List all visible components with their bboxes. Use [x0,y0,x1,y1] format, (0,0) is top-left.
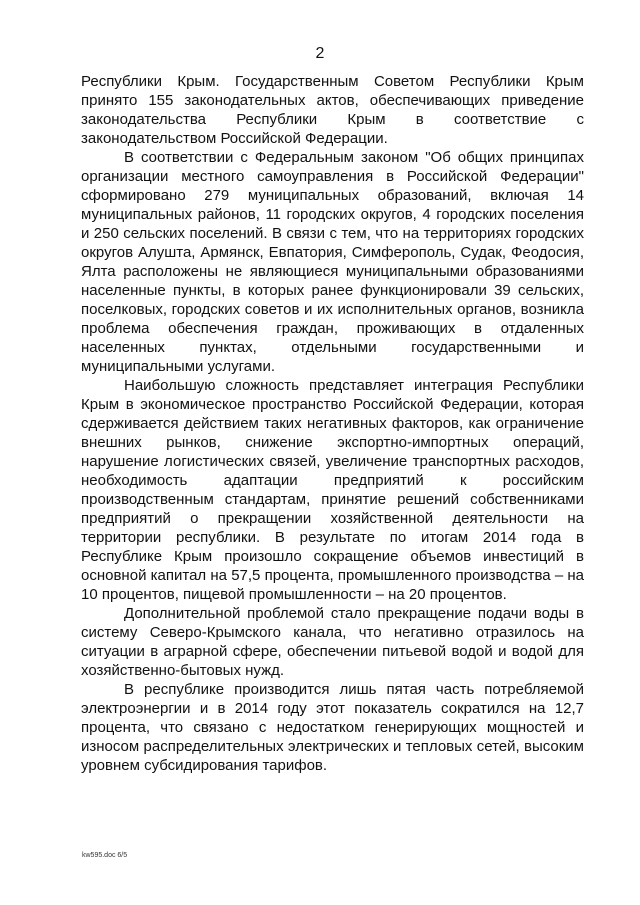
paragraph-1: Республики Крым. Государственным Советом Республики Крым принято 155 законодательных актов, обеспечивающих приведение законодательства Республики Крым в соответствие с законодательством Российской Федерации. [81,73,584,147]
page-number: 2 [315,45,325,62]
paragraph-3: Наибольшую сложность представляет интеграция Республики Крым в экономическое пространство Российской Федерации, которая сдерживается действием таких негативных факторов, как ограничение внешних рынков, снижение экспортно-импортных операций, нарушение логистических связей, увеличение транспортных расходов, необходимость адаптации предприятий к российским производственным стандартам, принятие решений собственниками предприятий о прекращении хозяйственной деятельности на территории республики. В результате по итогам 2014 года в Республике Крым произошло сокращение объемов инвестиций в основной капитал на 57,5 процента, промышленного производства – на 10 процентов, пищевой промышленности – на 20 процентов. [81,377,584,603]
paragraph-4: Дополнительной проблемой стало прекращение подачи воды в систему Северо-Крымского канала, что негативно отразилось на ситуации в аграрной сфере, обеспечении питьевой водой и водой для хозяйственно-бытовых нужд. [81,605,584,679]
paragraph-2: В соответствии с Федеральным законом "Об общих принципах организации местного самоуправления в Российской Федерации" сформировано 279 муниципальных образований, включая 14 муниципальных районов, 11 городских округов, 4 городских поселения и 250 сельских поселений. В связи с тем, что на территориях городских округов Алушта, Армянск, Евпатория, Симферополь, Судак, Феодосия, Ялта расположены не являющиеся муниципальными образованиями населенные пункты, в которых ранее функционировали 39 сельских, поселковых, городских советов и их исполнительных органов, возникла проблема обеспечения граждан, проживающих в отдаленных населенных пунктах, отдельными государственными и муниципальными услугами. [81,149,584,375]
paragraph-5: В республике производится лишь пятая часть потребляемой электроэнергии и в 2014 году этот показатель сократился на 12,7 процента, что связано с недостатком генерирующих мощностей и износом распределительных электрических и тепловых сетей, высоким уровнем субсидирования тарифов. [81,681,584,774]
document-body [81,72,584,775]
file-footer: kw595.doc 6/5 [82,852,128,859]
